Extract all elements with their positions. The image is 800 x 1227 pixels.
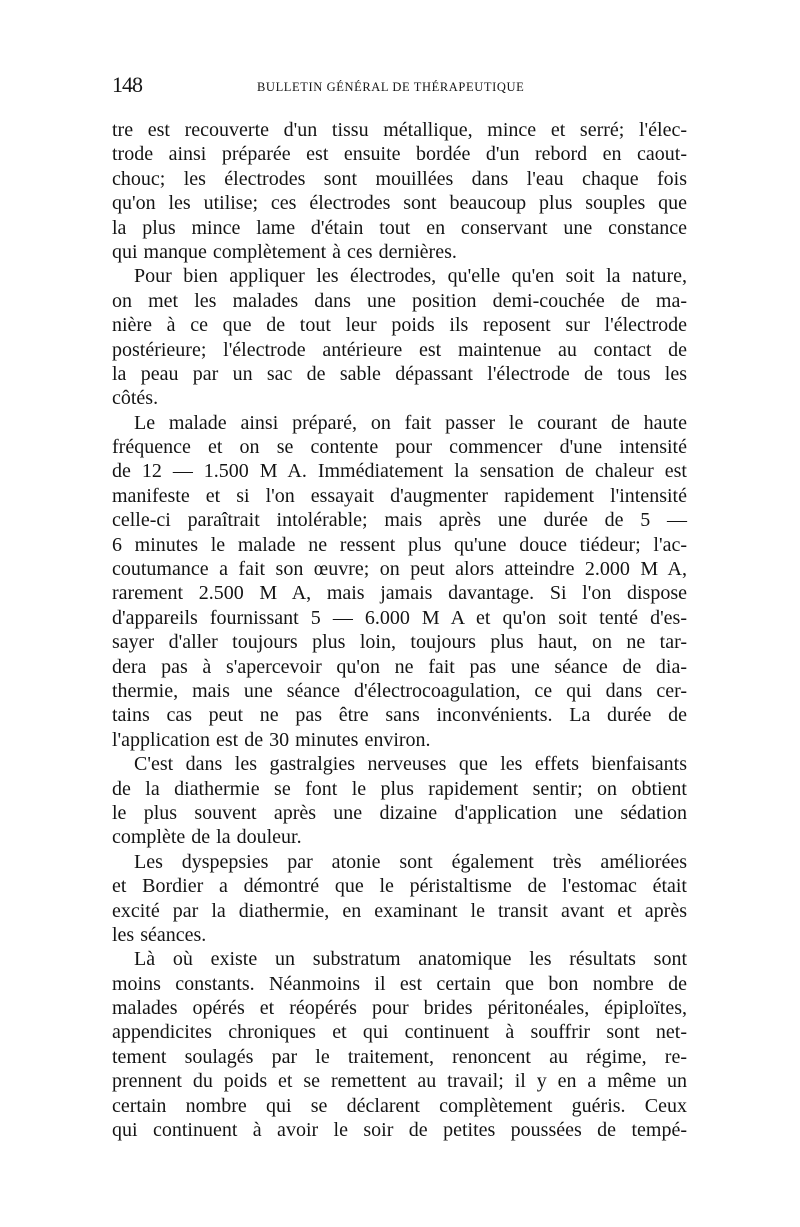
text-line: la peau par un sac de sable dépassant l'électrode de tous les — [112, 362, 687, 385]
page-header — [112, 72, 687, 96]
text-line: Là où existe un substratum anatomique les résultats sont — [134, 948, 687, 971]
text-line: sayer d'aller toujours plus loin, toujours plus haut, on ne tar- — [112, 631, 687, 654]
text-line: les séances. — [112, 923, 207, 946]
text-line: d'appareils fournissant 5 — 6.000 M A et qu'on soit tenté d'es- — [112, 606, 687, 629]
text-line: 6 minutes le malade ne ressent plus qu'une douce tiédeur; l'ac- — [112, 533, 687, 556]
text-line: nière à ce que de tout leur poids ils reposent sur l'électrode — [112, 314, 687, 337]
page-number: 148 — [112, 72, 142, 97]
text-line: malades opérés et réopérés pour brides péritonéales, épiploïtes, — [112, 997, 687, 1020]
text-line: Les dyspepsies par atonie sont également très améliorées — [134, 850, 687, 873]
text-line: et Bordier a démontré que le péristaltisme de l'estomac était — [112, 875, 687, 898]
text-line: celle-ci paraîtrait intolérable; mais après une durée de 5 — — [112, 509, 687, 532]
text-line: rarement 2.500 M A, mais jamais davantage. Si l'on dispose — [112, 582, 687, 605]
text-line: trode ainsi préparée est ensuite bordée d'un rebord en caout- — [112, 143, 687, 166]
text-line: prennent du poids et se remettent au travail; il y en a même un — [112, 1070, 687, 1093]
text-line: certain nombre qui se déclarent complètement guéris. Ceux — [112, 1094, 687, 1117]
text-line: qui manque complètement à ces dernières. — [112, 240, 457, 263]
text-line: de 12 — 1.500 M A. Immédiatement la sensation de chaleur est — [112, 460, 687, 483]
text-line: qui continuent à avoir le soir de petites poussées de tempé- — [112, 1119, 687, 1142]
text-line: tement soulagés par le traitement, renoncent au régime, re- — [112, 1045, 687, 1068]
text-line: de la diathermie se font le plus rapidement sentir; on obtient — [112, 777, 687, 800]
text-line: Le malade ainsi préparé, on fait passer le courant de haute — [134, 411, 687, 434]
text-line: dera pas à s'apercevoir qu'on ne fait pas une séance de dia- — [112, 655, 687, 678]
text-line: thermie, mais une séance d'électrocoagulation, ce qui dans cer- — [112, 679, 687, 702]
text-line: on met les malades dans une position demi-couchée de ma- — [112, 289, 687, 312]
text-line: tre est recouverte d'un tissu métallique, mince et serré; l'élec- — [112, 119, 687, 141]
text-line: la plus mince lame d'étain tout en conservant une constance — [112, 216, 687, 239]
text-line: C'est dans les gastralgies nerveuses que les effets bienfaisants — [134, 753, 687, 776]
running-title: BULLETIN GÉNÉRAL DE THÉRAPEUTIQUE — [257, 80, 525, 94]
text-line: complète de la douleur. — [112, 826, 302, 849]
text-line: excité par la diathermie, en examinant le transit avant et après — [112, 899, 687, 922]
text-line: le plus souvent après une dizaine d'application une sédation — [112, 801, 687, 824]
text-line: Pour bien appliquer les électrodes, qu'elle qu'en soit la nature, — [134, 265, 687, 288]
text-line: manifeste et si l'on essayait d'augmenter rapidement l'intensité — [112, 484, 687, 507]
text-line: l'application est de 30 minutes environ. — [112, 728, 431, 751]
text-line: qu'on les utilise; ces électrodes sont beaucoup plus souples que — [112, 192, 687, 215]
text-line: tains cas peut ne pas être sans inconvénients. La durée de — [112, 704, 687, 727]
text-line: fréquence et on se contente pour commencer d'une intensité — [112, 436, 687, 459]
body-text — [112, 118, 687, 1142]
text-line: coutumance a fait son œuvre; on peut alors atteindre 2.000 M A, — [112, 558, 687, 581]
text-line: appendicites chroniques et qui continuent à souffrir sont net- — [112, 1021, 687, 1044]
text-line: moins constants. Néanmoins il est certain que bon nombre de — [112, 972, 687, 995]
text-line: chouc; les électrodes sont mouillées dans l'eau chaque fois — [112, 167, 687, 190]
text-line: côtés. — [112, 387, 159, 410]
text-line: postérieure; l'électrode antérieure est maintenue au contact de — [112, 338, 687, 361]
